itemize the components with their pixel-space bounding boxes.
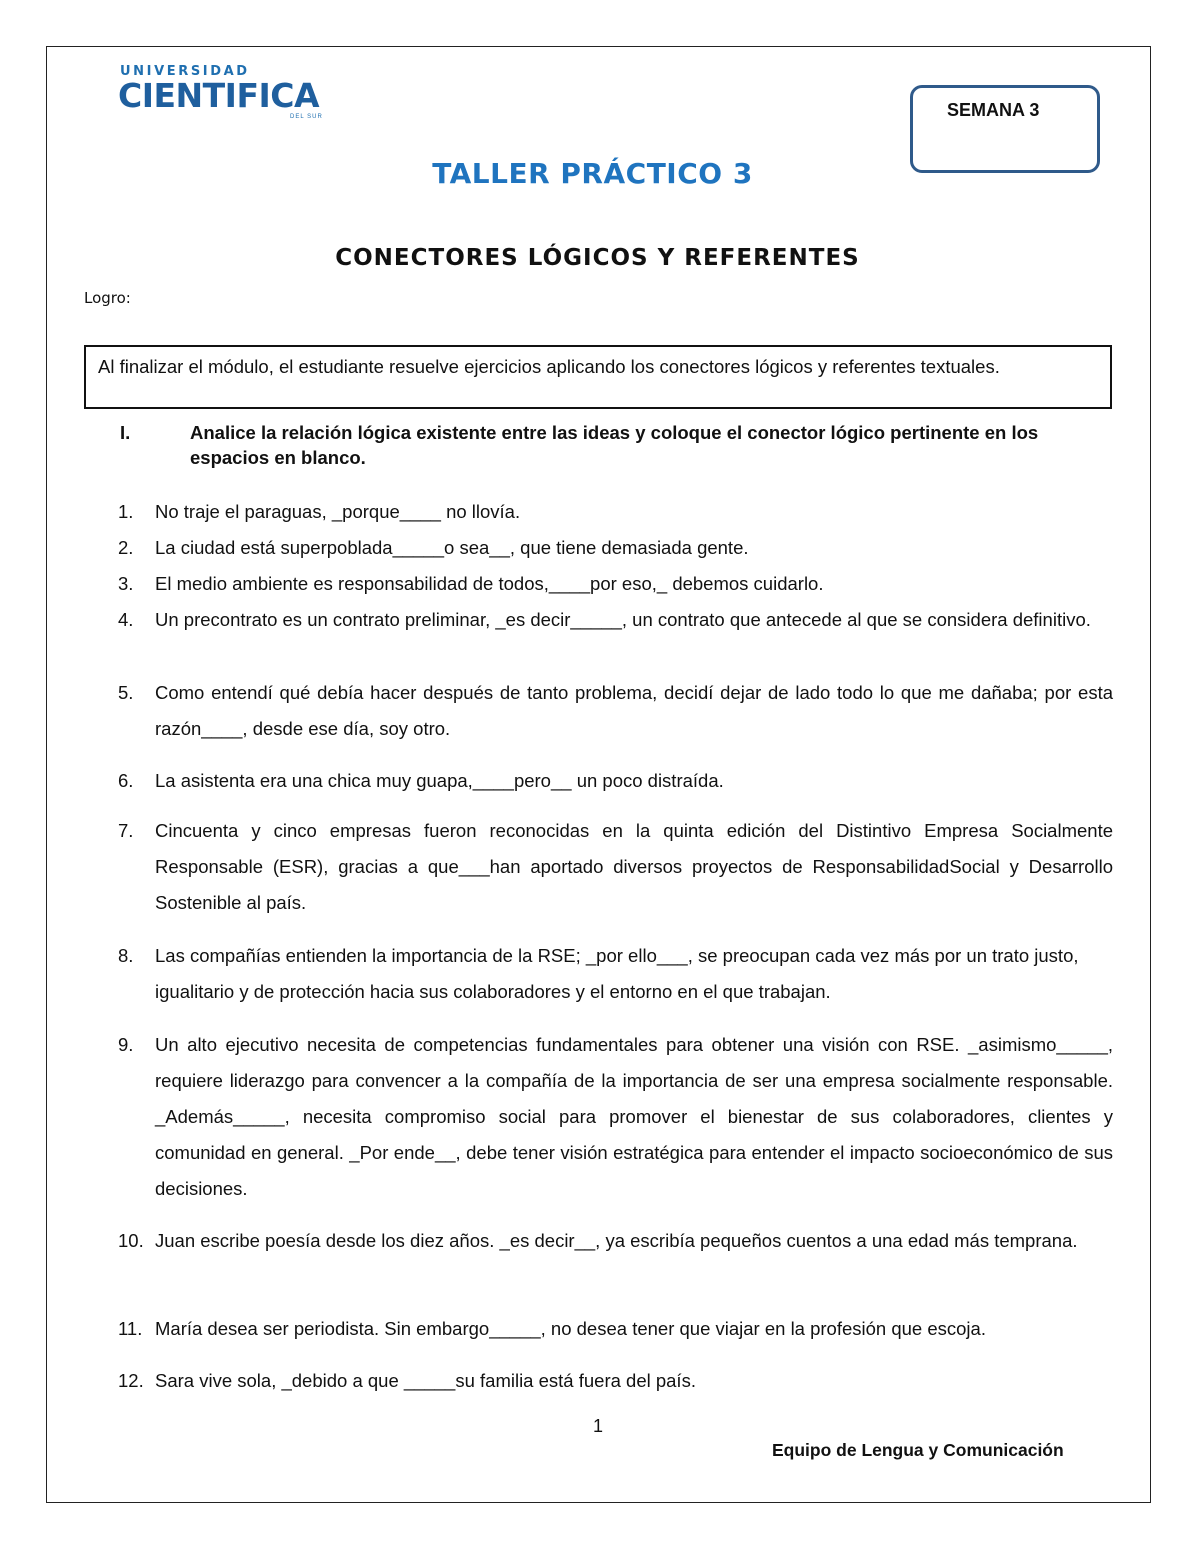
item-number: 11. [118,1318,143,1339]
item-number: 2. [118,537,134,558]
item-number: 4. [118,609,134,630]
logo-sub-text: DEL SUR [290,114,323,120]
list-item [118,566,1113,602]
item-text: No traje el paraguas, _porque____ no llovía. [155,501,521,522]
item-number: 6. [118,770,134,791]
item-number: 3. [118,573,134,594]
university-logo [120,64,340,124]
item-number: 8. [118,945,134,966]
item-number: 5. [118,682,134,703]
goal-box [84,345,1112,409]
item-text: La asistenta era una chica muy guapa,____pero__ un poco distraída. [155,770,724,791]
logo-main-text: CIENTIFICA [118,76,320,115]
item-text: Como entendí qué debía hacer después de tanto problema, decidí dejar de lado todo lo que me dañaba; por esta razón____, desde ese día, soy otro. [155,682,1113,739]
section-number: I. [120,422,131,443]
item-text: María desea ser periodista. Sin embargo_____, no desea tener que viajar en la profesión que escoja. [155,1318,986,1339]
item-number: 7. [118,820,134,841]
week-label: SEMANA 3 [947,100,1040,120]
list-item [118,1311,1113,1347]
list-item [118,675,1113,747]
item-text: Sara vive sola, _debido a que _____su familia está fuera del país. [155,1370,696,1391]
item-number: 12. [118,1370,144,1391]
item-text: El medio ambiente es responsabilidad de todos,____por eso,_ debemos cuidarlo. [155,573,824,594]
list-item [118,1027,1113,1207]
list-item [118,938,1113,1010]
item-text: Juan escribe poesía desde los diez años. _es decir__, ya escribía pequeños cuentos a una edad más temprana. [155,1230,1078,1251]
list-item [118,1223,1113,1259]
page-title: TALLER PRÁCTICO 3 [432,157,753,190]
list-item [118,1363,1113,1399]
list-item [118,763,1113,799]
page-number: 1 [593,1416,604,1436]
logro-label: Logro: [84,289,131,307]
item-number: 1. [118,501,134,522]
item-text: Un alto ejecutivo necesita de competencias fundamentales para obtener una visión con RSE. _asimismo_____, requiere liderazgo para convencer a la compañía de la importancia de ser una empresa socialmente responsable. _Además_____, necesita compromiso social para promover el bienestar de sus colaboradores, clientes y comunidad en general. _Por ende__, debe tener visión estratégica para entender el impacto socioeconómico de sus decisiones. [155,1034,1113,1199]
list-item [118,602,1113,638]
item-text: Las compañías entienden la importancia de la RSE; _por ello___, se preocupan cada vez más por un trato justo, igualitario y de protección hacia sus colaboradores y el entorno en el que trabajan. [155,945,1079,1002]
section-instruction: Analice la relación lógica existente entre las ideas y coloque el conector lógico pertinente en los espacios en blanco. [190,422,1039,468]
item-text: Un precontrato es un contrato preliminar, _es decir_____, un contrato que antecede al que se considera definitivo. [155,609,1091,630]
logo-top-text: UNIVERSIDAD [120,64,250,79]
footer-text: Equipo de Lengua y Comunicación [772,1440,1064,1460]
item-number: 9. [118,1034,134,1055]
page-subtitle: CONECTORES LÓGICOS Y REFERENTES [335,245,860,271]
item-text: La ciudad está superpoblada_____o sea__, que tiene demasiada gente. [155,537,749,558]
goal-text: Al finalizar el módulo, el estudiante resuelve ejercicios aplicando los conectores lógicos y referentes textuales. [98,356,1000,377]
item-number: 10. [118,1230,144,1251]
list-item [118,530,1113,566]
item-text: Cincuenta y cinco empresas fueron reconocidas en la quinta edición del Distintivo Empresa Socialmente Responsable (ESR), gracias a que___han aportado diversos proyectos de ResponsabilidadSocial y Desarrollo Sostenible al país. [155,820,1113,913]
list-item [118,813,1113,921]
list-item [118,494,1113,530]
section-heading [120,420,1115,470]
